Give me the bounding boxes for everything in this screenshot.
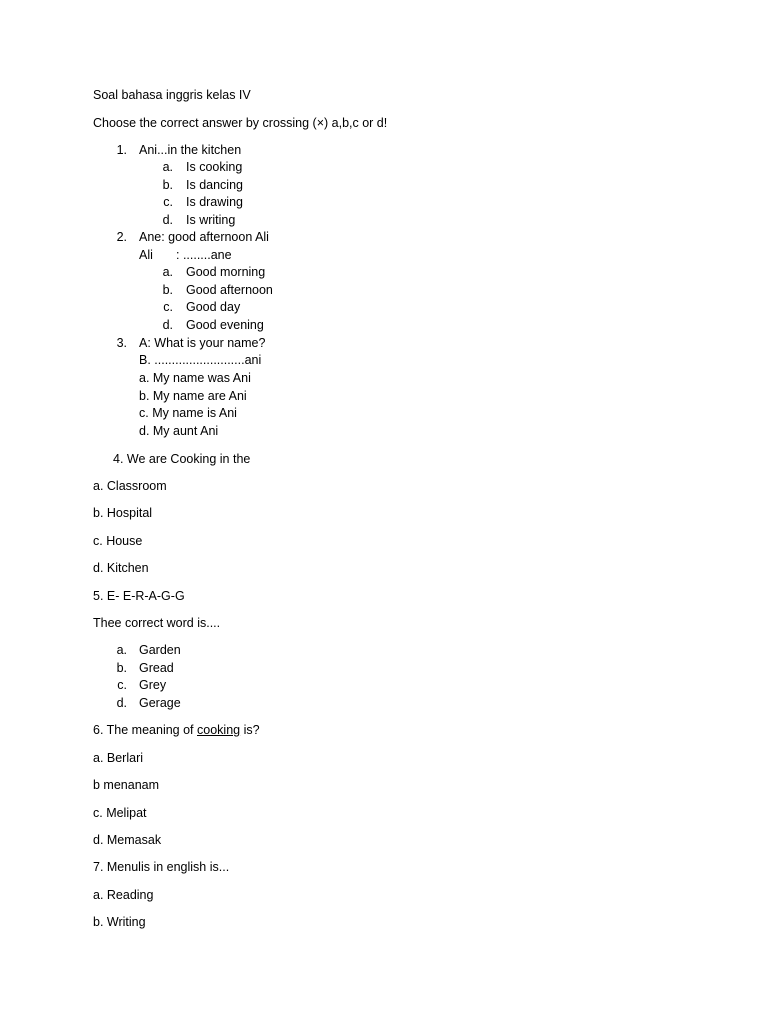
q2-option-b: Good afternoon [186,283,273,297]
q4-option-d: d. Kitchen [93,561,149,575]
q4-option-a: a. Classroom [93,479,167,493]
q1-option-d: Is writing [186,213,236,227]
q7-option-a: a. Reading [93,888,154,902]
q2-option-d: Good evening [186,318,264,332]
q5-option-d-letter: d. [116,696,127,710]
q3-number: 3. [116,336,127,350]
q1-option-b-letter: b. [162,178,173,192]
q2-option-a-letter: a. [162,265,173,279]
q5-option-b-letter: b. [116,661,127,675]
q4-option-c: c. House [93,534,143,548]
q1-text: Ani...in the kitchen [139,143,242,157]
q2-option-c-letter: c. [163,300,173,314]
q6-option-c: c. Melipat [93,806,147,820]
q5-option-a-letter: a. [116,643,127,657]
q3-option-d: d. My aunt Ani [139,424,219,438]
instruction-text: Choose the correct answer by crossing (×) a,b,c or d! [93,116,388,130]
q2-option-c: Good day [186,300,241,314]
q5-text: 5. E- E-R-A-G-G [93,589,185,603]
q3-line2: B. ..........................ani [139,353,262,367]
q5-option-a: Garden [139,643,181,657]
q2-speaker: Ali [139,248,153,262]
q5-option-c: Grey [139,678,167,692]
q2-option-d-letter: d. [162,318,173,332]
q5-option-d: Gerage [139,696,181,710]
q6-prefix: 6. The meaning of [93,723,198,737]
q6-option-a: a. Berlari [93,751,144,765]
q3-line1: A: What is your name? [139,336,266,350]
q6-underlined-word: cooking [197,723,241,737]
q6-text [93,722,260,740]
q1-option-a-letter: a. [162,160,173,174]
q2-option-b-letter: b. [162,283,173,297]
q7-option-b: b. Writing [93,915,146,929]
q1-option-a: Is cooking [186,160,243,174]
q1-number: 1. [116,143,127,157]
q1-option-c: Is drawing [186,195,243,209]
q3-option-a: a. My name was Ani [139,371,251,385]
q6-suffix: is? [240,723,260,737]
q1-option-c-letter: c. [163,195,173,209]
q2-line2: : ........ane [176,248,232,262]
q5-option-b: Gread [139,661,174,675]
q7-text: 7. Menulis in english is... [93,860,230,874]
q2-line1: Ane: good afternoon Ali [139,230,269,244]
q5-option-c-letter: c. [117,678,127,692]
q1-option-d-letter: d. [162,213,173,227]
q5-subtext: Thee correct word is.... [93,616,221,630]
q3-option-b: b. My name are Ani [139,389,247,403]
q2-number: 2. [116,230,127,244]
q2-option-a: Good morning [186,265,266,279]
q6-option-b: b menanam [93,778,160,792]
q6-option-d: d. Memasak [93,833,162,847]
q4-text: 4. We are Cooking in the [113,452,251,466]
q1-option-b: Is dancing [186,178,243,192]
q4-option-b: b. Hospital [93,506,153,520]
document-title: Soal bahasa inggris kelas IV [93,88,251,102]
q3-option-c: c. My name is Ani [139,406,237,420]
